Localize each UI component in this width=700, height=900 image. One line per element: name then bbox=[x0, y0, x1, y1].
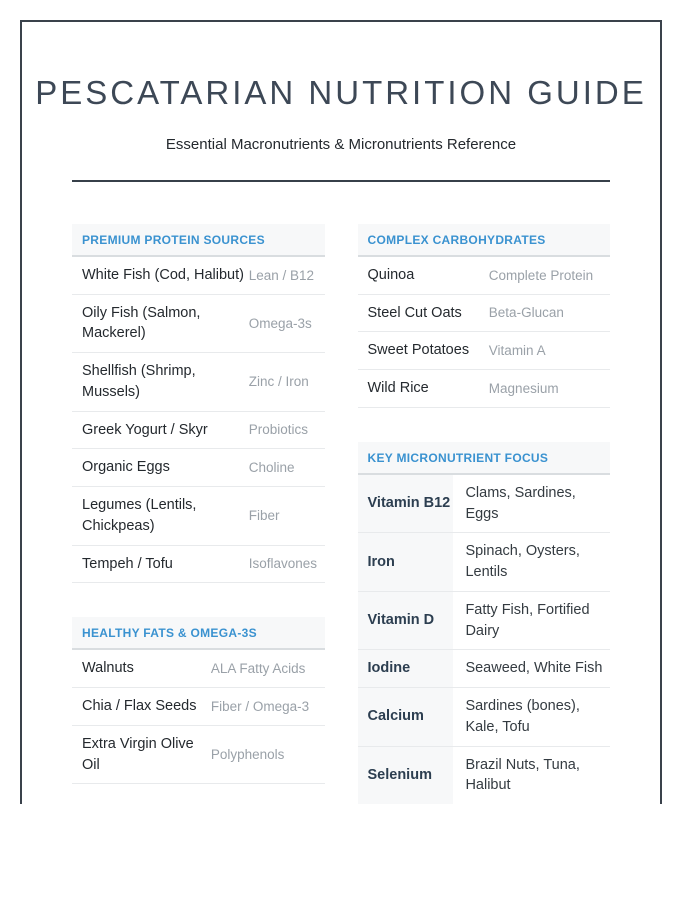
food-benefit: Fiber bbox=[248, 508, 280, 524]
section-title: PREMIUM PROTEIN SOURCES bbox=[72, 224, 325, 257]
food-benefit: Fiber / Omega-3 bbox=[210, 698, 310, 714]
table-row bbox=[358, 295, 611, 333]
table-row bbox=[72, 295, 325, 353]
food-name: Oily Fish (Salmon, Mackerel) bbox=[82, 304, 201, 342]
content-columns bbox=[22, 224, 660, 804]
food-name: Extra Virgin Olive Oil bbox=[82, 735, 194, 773]
food-name: Walnuts bbox=[82, 660, 134, 677]
nutrient-sources: Spinach, Oysters, Lentils bbox=[465, 543, 580, 581]
nutrient-name: Iodine bbox=[358, 650, 454, 687]
food-benefit: Probiotics bbox=[248, 422, 309, 438]
table-row bbox=[358, 747, 611, 804]
food-benefit: Polyphenols bbox=[210, 746, 285, 762]
page-title: PESCATARIAN NUTRITION GUIDE bbox=[35, 74, 647, 111]
section-title: HEALTHY FATS & OMEGA-3S bbox=[72, 617, 325, 650]
table-row bbox=[72, 257, 325, 295]
table-row bbox=[358, 332, 611, 370]
table-row bbox=[358, 257, 611, 295]
food-name: Wild Rice bbox=[367, 380, 429, 397]
table-row bbox=[358, 650, 611, 688]
title-divider bbox=[72, 180, 610, 182]
section-title: KEY MICRONUTRIENT FOCUS bbox=[358, 442, 611, 475]
food-benefit: Isoflavones bbox=[248, 556, 318, 572]
food-benefit: Zinc / Iron bbox=[248, 374, 309, 390]
nutrient-name: Iron bbox=[358, 533, 454, 590]
nutrient-sources: Brazil Nuts, Tuna, Halibut bbox=[465, 756, 580, 794]
nutrient-sources: Fatty Fish, Fortified Dairy bbox=[465, 601, 590, 639]
food-name: Organic Eggs bbox=[82, 459, 170, 476]
section-key-micronutrient-focus bbox=[358, 442, 611, 804]
section-complex-carbohydrates bbox=[358, 224, 611, 408]
food-benefit: Omega-3s bbox=[248, 315, 312, 331]
section-title: COMPLEX CARBOHYDRATES bbox=[358, 224, 611, 257]
food-name: Tempeh / Tofu bbox=[82, 555, 173, 572]
food-benefit: Lean / B12 bbox=[248, 267, 315, 283]
food-name: Greek Yogurt / Skyr bbox=[82, 421, 208, 438]
food-name: Legumes (Lentils, Chickpeas) bbox=[82, 497, 197, 534]
table-row bbox=[72, 688, 325, 726]
table-row bbox=[72, 650, 325, 688]
section-healthy-fats bbox=[72, 617, 325, 784]
document-page bbox=[20, 20, 662, 804]
nutrient-name: Calcium bbox=[358, 688, 454, 745]
section-premium-protein-sources bbox=[72, 224, 325, 583]
table-row bbox=[72, 726, 325, 784]
table-row bbox=[358, 533, 611, 591]
table-row bbox=[358, 592, 611, 650]
food-benefit: Complete Protein bbox=[488, 267, 594, 283]
table-row bbox=[358, 688, 611, 746]
food-benefit: Vitamin A bbox=[488, 343, 546, 359]
food-benefit: Magnesium bbox=[488, 380, 559, 396]
table-row bbox=[72, 412, 325, 450]
food-name: White Fish (Cod, Halibut) bbox=[82, 267, 244, 283]
page-subtitle: Essential Macronutrients & Micronutrients Reference bbox=[165, 136, 517, 153]
food-benefit: Choline bbox=[248, 460, 295, 476]
food-name: Shellfish (Shrimp, Mussels) bbox=[82, 363, 196, 400]
table-row bbox=[72, 353, 325, 411]
food-benefit: Beta-Glucan bbox=[488, 305, 564, 321]
nutrient-sources: Seaweed, White Fish bbox=[465, 660, 603, 677]
table-row bbox=[358, 370, 611, 408]
table-row bbox=[72, 449, 325, 487]
food-benefit: ALA Fatty Acids bbox=[210, 661, 306, 677]
food-name: Chia / Flax Seeds bbox=[82, 698, 197, 715]
nutrient-sources: Clams, Sardines, Eggs bbox=[465, 484, 576, 522]
food-name: Quinoa bbox=[367, 267, 415, 283]
table-row bbox=[72, 487, 325, 545]
right-column bbox=[358, 224, 611, 804]
left-column bbox=[72, 224, 325, 804]
nutrient-name: Selenium bbox=[358, 747, 454, 804]
nutrient-sources: Sardines (bones), Kale, Tofu bbox=[465, 698, 580, 735]
food-name: Steel Cut Oats bbox=[367, 304, 462, 321]
table-row bbox=[358, 475, 611, 533]
table-row bbox=[72, 546, 325, 584]
nutrient-name: Vitamin D bbox=[358, 592, 454, 649]
nutrient-name: Vitamin B12 bbox=[358, 475, 454, 532]
food-name: Sweet Potatoes bbox=[367, 342, 470, 359]
